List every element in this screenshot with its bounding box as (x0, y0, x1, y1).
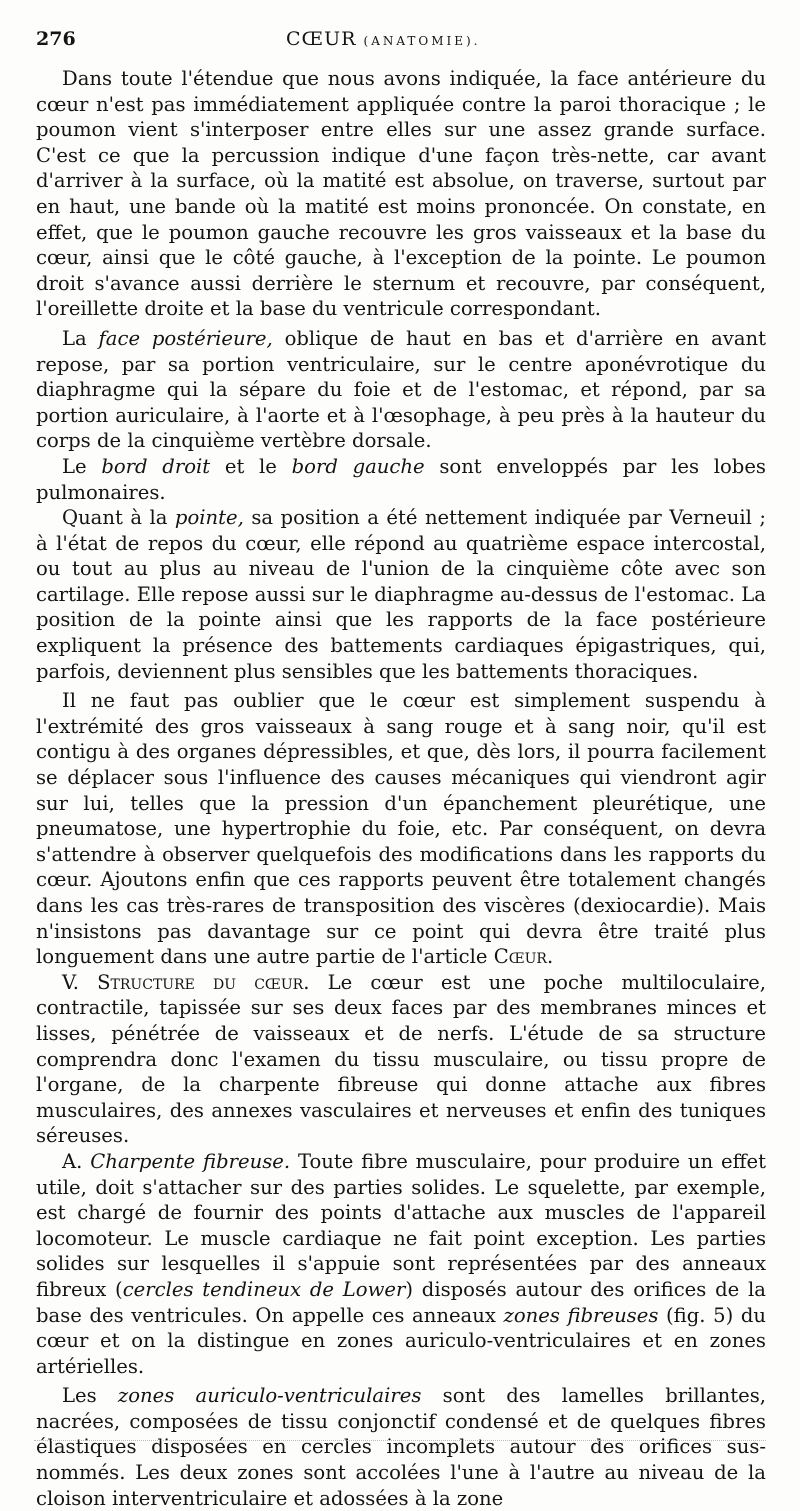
p8-text-a: Les (62, 1384, 118, 1408)
paragraph-6 (36, 970, 766, 1149)
p4-italic-1: pointe, (174, 506, 244, 530)
p7-text-d: (fig. 5) du cœur et on la distingue en zones auriculo-ventriculaires et en zones artérielles. (36, 1303, 766, 1378)
p5-text-b: . (546, 945, 554, 969)
p4-text-a: Quant à la (62, 506, 175, 530)
p6-text-a: Le cœur est une poche multiloculaire, contractile, tapissée sur ses deux faces par des membranes minces et lisses, pénétrée de vaisseaux et de nerfs. L'étude de sa structure comprendra donc l'examen du tissu musculaire, ou tissu propre de l'organe, de la charpente fibreuse qui donne attache aux fibres musculaires, des annexes vasculaires et nerveuses et enfin des tuniques séreuses. (36, 970, 766, 1148)
p5-text-a: Il ne faut pas oublier que le cœur est simplement suspendu à l'extrémité des gros vaisseaux à sang rouge et à sang noir, qu'il est contigu à des organes dépressibles, et que, dès lors, il pourra facilement se déplacer sous l'influence des causes mécaniques qui viendront agir sur lui, telles que la pression d'un épanchement pleurétique, une pneumatose, une hypertrophie du foie, etc. Par conséquent, on devra s'attendre à observer quelquefois des modifications dans les rapports du cœur. Ajoutons enfin que ces rapports peuvent être totalement changés dans les cas très-rares de transposition des viscères (dexiocardie). Mais n'insistons pas davantage sur ce point qui devra être traité plus longuement dans une autre partie de l'article (36, 689, 766, 969)
p3-text-c: sont enveloppés par les lobes pulmonaires. (36, 454, 766, 504)
p4-text-b: sa position a été nettement indiquée par Verneuil ; à l'état de repos du cœur, elle répond au quatrième espace intercostal, ou tout au plus au niveau de l'union de la cinquième côte avec son cartilage. Elle repose aussi sur le diaphragme au-dessus de l'estomac. La position de la pointe ainsi que les rapports de la face postérieure expliquent la présence des battements cardiaques épigastriques, qui, parfois, deviennent plus sensibles que les battements thoraciques. (36, 506, 766, 683)
subsection-heading-charpente: Charpente fibreuse. (90, 1149, 291, 1173)
p2-text-b: oblique de haut en bas et d'arrière en avant repose, par sa portion ventriculaire, sur le centre aponévrotique du diaphragme qui la sépare du foie et de l'estomac, et répond, par sa portion auriculaire, à l'aorte et à l'œsophage, à peu près à la hauteur du corps de la cinquième vertèbre dorsale. (36, 326, 767, 453)
p7-italic-3: zones fibreuses (503, 1303, 659, 1327)
paragraph-3 (36, 454, 766, 505)
section-heading-structure: V. Structure du cœur. (62, 970, 310, 994)
p7-text-c: ) disposés autour des orifices de la base des ventricules. On appelle ces anneaux (36, 1277, 766, 1327)
paragraph-2 (36, 326, 766, 454)
p8-italic-1: zones auriculo-ventriculaires (117, 1384, 422, 1408)
page-number: 276 (36, 28, 76, 50)
p5-smallcaps-1: Cœur (493, 945, 547, 969)
p2-text-a: La (62, 326, 99, 350)
bottom-scan-line (34, 1440, 766, 1441)
paragraph-4 (36, 505, 766, 684)
paragraph-1 (36, 66, 766, 322)
paragraph-5 (36, 688, 766, 970)
body-text (36, 66, 766, 1511)
running-title (286, 28, 481, 50)
p7-text-b: Toute fibre musculaire, pour produire un effet utile, doit s'attacher sur des parties solides. Le squelette, par exemple, est chargé de fournir des points d'attache aux muscles de l'appareil locomoteur. Le muscle cardiaque ne fait point exception. Les parties solides sur lesquelles il s'appuie sont représentées par des anneaux fibreux ( (36, 1149, 767, 1301)
running-title-main: CŒUR (286, 28, 357, 50)
p2-italic-1: face postérieure, (98, 326, 273, 350)
p3-text-a: Le (62, 454, 102, 478)
p3-italic-1: bord droit (101, 454, 211, 478)
running-header (36, 28, 766, 66)
paragraph-1-text: Dans toute l'étendue que nous avons indiquée, la face antérieure du cœur n'est pas immédiatement appliquée contre la paroi thoracique ; le poumon vient s'interposer entre elles sur une assez grande surface. C'est ce que la percussion indique d'une façon très-nette, car avant d'arriver à la surface, où la matité est absolue, on traverse, surtout par en haut, une bande où la matité est moins prononcée. On constate, en effet, que le poumon gauche recouvre les gros vaisseaux et la base du cœur, ainsi que le côté gauche, à l'exception de la pointe. Le poumon droit s'avance aussi derrière le sternum et recouvre, par conséquent, l'oreillette droite et la base du ventricule correspondant. (36, 67, 766, 321)
p3-italic-2: bord gauche (291, 454, 425, 478)
p8-text-b: sont des lamelles brillantes, nacrées, composées de tissu conjonctif condensé et de quelques fibres élastiques disposées en cercles incomplets autour des orifices sus-nommés. Les deux zones sont accolées l'une à l'autre au niveau de la cloison interventriculaire et adossées à la zone (36, 1384, 766, 1510)
p7-text-a: A. (62, 1149, 91, 1173)
paragraph-7 (36, 1149, 766, 1379)
p7-italic-2: cercles tendineux de Lower (122, 1277, 406, 1301)
paragraph-8 (36, 1383, 766, 1511)
running-title-sub: (ANATOMIE). (363, 34, 481, 48)
p3-text-b: et le (210, 454, 292, 478)
